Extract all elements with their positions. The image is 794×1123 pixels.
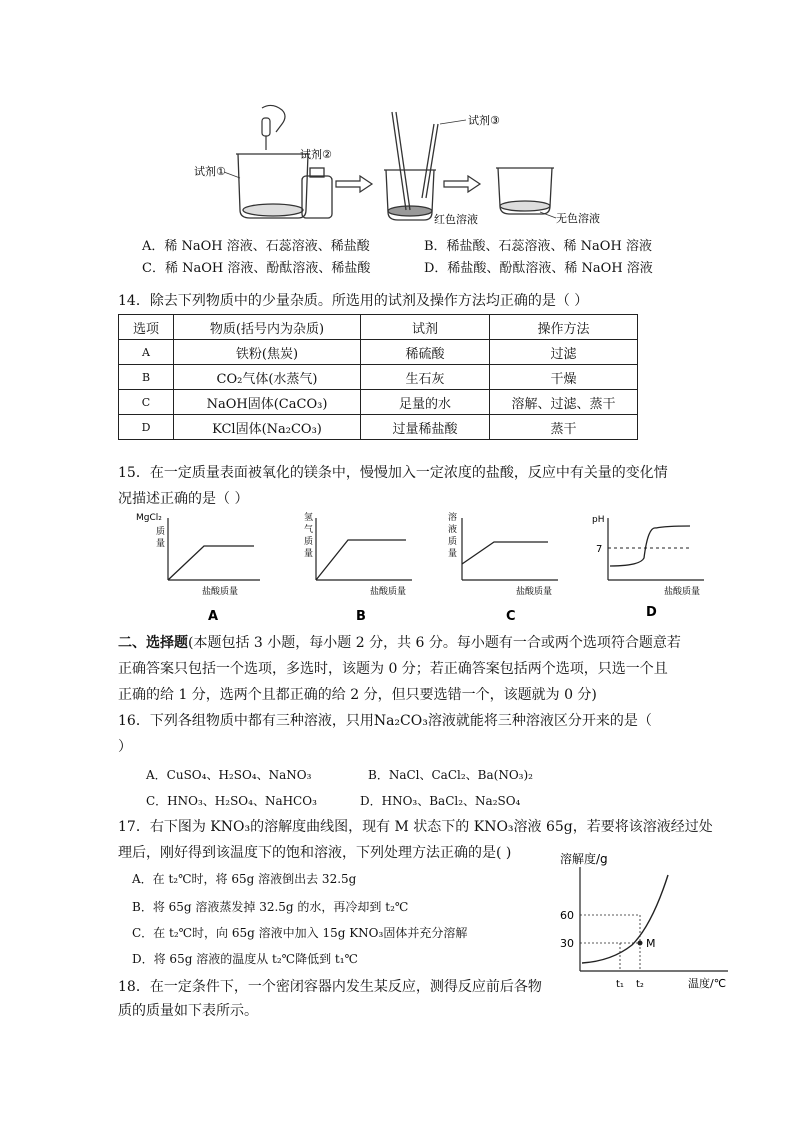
point-m-marker [638,941,643,946]
graph-b-ylabel: 气 [304,525,314,535]
solubility-graph [552,845,742,995]
table-cell-method: 干燥 [490,365,638,390]
graph-c-curve [462,542,548,564]
q16-option-c[interactable]: C．HNO₃、H₂SO₄、NaHCO₃ [146,794,317,808]
graph-d-curve [610,526,690,566]
point-m-label: M [646,937,656,950]
q13-option-d[interactable]: D．稀盐酸、酚酞溶液、稀 NaOH 溶液 [424,261,653,276]
graph-d-xlabel: 盐酸质量 [664,587,701,597]
q16-line2: ） [118,739,132,755]
table-cell-method: 蒸干 [490,415,638,440]
section2-intro: (本题包括 3 小题，每小题 2 分，共 6 分。每小题有一合或两个选项符合题意若 [188,635,681,651]
graph-a-letter[interactable]: A [208,609,219,624]
q17-line1: 17．右下图为 KNO₃的溶解度曲线图，现有 M 状态下的 KNO₃溶液 65g，若要将该溶液经过处 [118,819,713,835]
table-header-row [119,315,638,340]
q16-option-d[interactable]: D．HNO₃、BaCl₂、Na₂SO₄ [360,794,521,808]
table-cell-substance: NaOH固体(CaCO₃) [174,390,361,415]
reagent2-label: 试剂② [300,148,332,161]
red-solution-label: 红色溶液 [434,213,478,226]
table-cell-reagent: 过量稀盐酸 [361,415,490,440]
graph-b-ylabel: 质 [304,537,314,547]
arrow-right-icon [336,176,372,192]
table-cell-option: C [119,390,174,415]
q17-option-c[interactable]: C．在 t₂℃时，向 65g 溶液中加入 15g KNO₃固体并充分溶解 [132,926,468,940]
section2-line2: 正确答案只包括一个选项，多选时，该题为 0 分；若正确答案包括两个选项，只选一个且 [118,661,668,677]
graph-b-ylabel: 氢 [304,513,314,523]
q18-line2: 质的质量如下表所示。 [118,1003,258,1019]
graph-a-ylabel: MgCl₂ [136,513,162,523]
graph-d-ref-seven: 7 [596,544,603,555]
q16-option-a[interactable]: A．CuSO₄、H₂SO₄、NaNO₃ [146,768,312,782]
graph-d-letter[interactable]: D [646,605,657,620]
q13-option-c[interactable]: C．稀 NaOH 溶液、酚酞溶液、稀盐酸 [142,261,371,276]
table-row [119,390,638,415]
table-row [119,340,638,365]
table-row [119,365,638,390]
graph-b-xlabel: 盐酸质量 [370,587,407,597]
graph-a-ylabel: 质 [156,527,166,537]
graph-a [136,513,260,624]
dropper-icon [262,105,285,150]
table-header-cell: 选项 [119,315,174,340]
tick-t1: t₁ [616,979,624,990]
q13-option-a[interactable]: A．稀 NaOH 溶液、石蕊溶液、稀盐酸 [142,239,370,254]
graph-c-ylabel: 液 [448,525,458,535]
q18-line1: 18．在一定条件下，一个密闭容器内发生某反应，测得反应前后各物 [118,979,542,995]
section2-line1 [118,632,681,652]
graph-d-ylabel: pH [592,515,605,525]
graph-a-curve [168,546,254,580]
beaker-3-icon [384,112,438,220]
tick-t2: t₂ [636,979,644,990]
table-cell-reagent: 足量的水 [361,390,490,415]
solubility-ylabel: 溶解度/g [560,852,608,866]
graph-c-ylabel: 量 [448,549,458,559]
solubility-xlabel: 温度/℃ [688,977,727,990]
colorless-solution-label: 无色溶液 [556,212,600,225]
graph-c-ylabel: 质 [448,537,458,547]
graph-c-ylabel: 溶 [448,513,458,523]
q17-option-d[interactable]: D．将 65g 溶液的温度从 t₂℃降低到 t₁℃ [132,952,358,966]
graph-c-letter[interactable]: C [506,609,516,624]
graph-d [592,515,704,620]
table-header-cell: 物质(括号内为杂质) [174,315,361,340]
graph-b [304,511,412,624]
q16-line1: 16．下列各组物质中都有三种溶液，只用Na₂CO₃溶液就能将三种溶液区分开来的是（ [118,713,652,729]
graph-b-ylabel: 量 [304,549,314,559]
table-cell-option: A [119,340,174,365]
experiment-diagram [180,98,640,238]
graph-a-xlabel: 盐酸质量 [202,587,239,597]
q15-line2: 况描述正确的是（ ） [118,491,249,507]
section2-line3: 正确的给 1 分，选两个且都正确的给 2 分，但只要选错一个，该题就为 0 分) [118,687,597,703]
q17-line2: 理后，刚好得到该温度下的饱和溶液，下列处理方法正确的是( ) [118,845,512,861]
graph-b-letter[interactable]: B [356,609,366,624]
arrow-right-icon [444,176,480,192]
table-cell-reagent: 生石灰 [361,365,490,390]
reagent3-label: 试剂③ [468,114,500,127]
graph-a-ylabel: 量 [156,539,166,549]
table-cell-substance: KCl固体(Na₂CO₃) [174,415,361,440]
q17-option-a[interactable]: A．在 t₂℃时，将 65g 溶液倒出去 32.5g [132,872,357,886]
table-cell-option: D [119,415,174,440]
section2-title: 二、选择题 [118,635,188,651]
beaker-1-icon [236,154,310,218]
graph-b-curve [316,540,406,580]
solubility-tick-60: 60 [560,909,574,922]
q17-option-b[interactable]: B．将 65g 溶液蒸发掉 32.5g 的水，再冷却到 t₂℃ [132,900,409,914]
table-cell-option: B [119,365,174,390]
table-cell-substance: CO₂气体(水蒸气) [174,365,361,390]
table-header-cell: 操作方法 [490,315,638,340]
q13-option-b[interactable]: B．稀盐酸、石蕊溶液、稀 NaOH 溶液 [424,239,652,254]
table-row [119,415,638,440]
solubility-tick-30: 30 [560,937,574,950]
graph-c-xlabel: 盐酸质量 [516,587,553,597]
table-cell-reagent: 稀硫酸 [361,340,490,365]
table-cell-method: 溶解、过滤、蒸干 [490,390,638,415]
q14-table [118,314,638,440]
table-cell-method: 过滤 [490,340,638,365]
table-header-cell: 试剂 [361,315,490,340]
q15-line1: 15．在一定质量表面被氧化的镁条中，慢慢加入一定浓度的盐酸，反应中有关量的变化情 [118,465,668,481]
graph-c [448,511,558,624]
reagent1-label: 试剂① [194,165,226,178]
q15-graphs [130,508,730,626]
q14-stem: 14．除去下列物质中的少量杂质。所选用的试剂及操作方法均正确的是（ ） [118,293,589,309]
table-cell-substance: 铁粉(焦炭) [174,340,361,365]
q16-option-b[interactable]: B．NaCl、CaCl₂、Ba(NO₃)₂ [368,768,533,782]
beaker-4-icon [496,168,554,214]
